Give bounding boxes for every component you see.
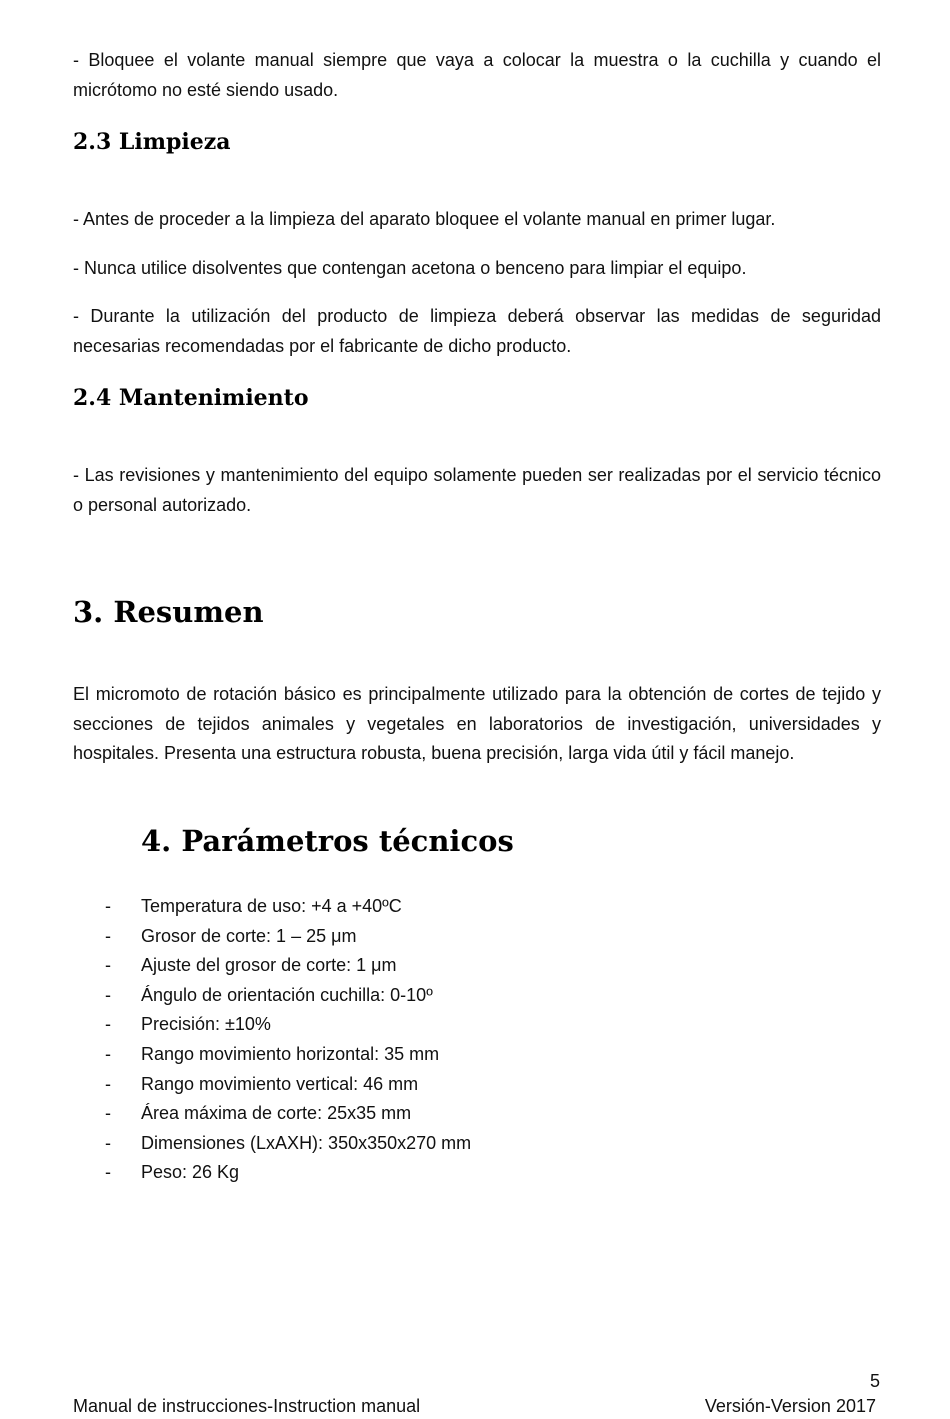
bullet-dash: - [105,1043,111,1064]
spec-text: Grosor de corte: 1 – 25 μm [141,925,357,946]
bullet-dash: - [105,1132,111,1153]
bullet-dash: - [105,984,111,1005]
limpieza-item-2: - Nunca utilice disolventes que contengan acetona o benceno para limpiar el equipo. [73,258,747,278]
mantenimiento-item-1: - Las revisiones y mantenimiento del equipo solamente pueden ser realizadas por el servicio técnico o personal autorizado. [73,465,881,515]
bullet-dash: - [105,1073,111,1094]
spec-text: Temperatura de uso: +4 a +40ºC [141,896,402,916]
bullet-dash: - [105,925,111,946]
list-item [73,981,773,1011]
heading-limpieza: 2.3 Limpieza [73,129,231,155]
spec-text: Dimensiones (LxAXH): 350x350x270 mm [141,1132,472,1153]
heading-parametros: 4. Parámetros técnicos [141,824,514,858]
bullet-dash: - [105,1103,111,1124]
bullet-dash: - [105,955,111,976]
intro-paragraph: - Bloquee el volante manual siempre que vaya a colocar la muestra o la cuchilla y cuando el micrótomo no esté siendo usado. [73,50,881,100]
bullet-dash: - [105,1014,111,1035]
list-item [73,1040,773,1070]
footer-manual-title: Manual de instrucciones-Instruction manual [73,1396,421,1416]
spec-text: Ángulo de orientación cuchilla: 0-10º [141,984,433,1005]
list-item [73,1099,773,1129]
spec-text: Área máxima de corte: 25x35 mm [141,1103,412,1124]
page-number: 5 [869,1371,880,1391]
list-item [73,1129,773,1159]
resumen-paragraph: El micromoto de rotación básico es principalmente utilizado para la obtención de cortes de tejido y secciones de tejidos animales y vegetales en laboratorios de investigación, universidades y hospitales. Presenta una estructura robusta, buena precisión, larga vida útil y fácil manejo. [73,684,881,763]
heading-mantenimiento: 2.4 Mantenimiento [73,385,309,411]
list-item [73,1070,773,1100]
spec-text: Peso: 26 Kg [141,1162,240,1183]
list-item [73,951,773,981]
bullet-dash: - [105,896,111,916]
limpieza-item-3: - Durante la utilización del producto de limpieza deberá observar las medidas de seguridad necesarias recomendadas por el fabricante de dicho producto. [73,306,881,356]
spec-text: Ajuste del grosor de corte: 1 μm [141,955,397,976]
list-item [73,922,773,952]
spec-text: Rango movimiento vertical: 46 mm [141,1073,419,1094]
spec-list [73,892,773,1188]
list-item [73,1158,773,1188]
spec-text: Rango movimiento horizontal: 35 mm [141,1043,440,1064]
bullet-dash: - [105,1162,111,1183]
spec-text: Precisión: ±10% [141,1014,271,1035]
list-item [73,1010,773,1040]
list-item [73,892,773,922]
footer-version: Versión-Version 2017 [704,1396,876,1416]
heading-resumen: 3. Resumen [73,595,264,629]
limpieza-item-1: - Antes de proceder a la limpieza del aparato bloquee el volante manual en primer lugar. [73,209,776,229]
